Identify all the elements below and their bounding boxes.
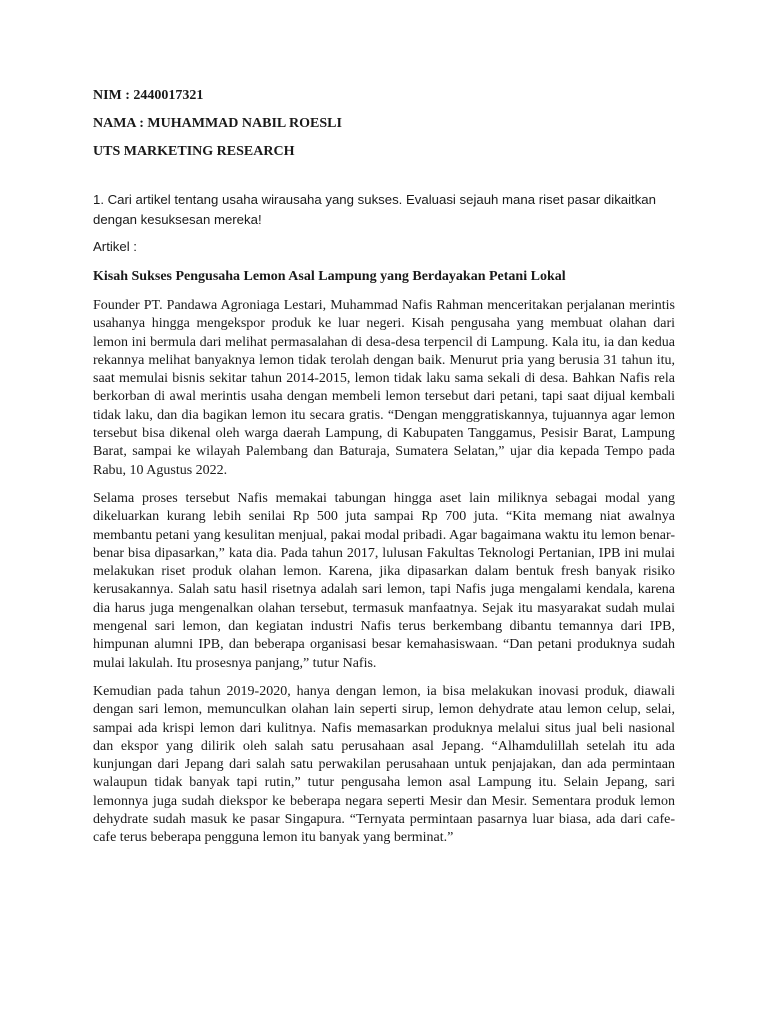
article-paragraph-3: Kemudian pada tahun 2019-2020, hanya dengan lemon, ia bisa melakukan inovasi produk, diawali dengan sari lemon, memunculkan olahan lain seperti sirup, lemon dehydrate atau lemon celup, selai, sampai ada krispi lemon dari kulitnya. Nafis memasarkan produknya melalui situs jual beli nasional dan ekspor yang dilirik oleh salah satu perusahaan asal Jepang. “Alhamdulillah setelah itu ada kunjungan dari Jepang dari salah satu perwakilan perusahaan untuk penjajakan, dan ada permintaan walaupun tidak banyak tapi rutin,” tutur pengusaha lemon asal Lampung itu. Selain Jepang, sari lemonnya juga sudah diekspor ke beberapa negara seperti Mesir dan Mesir. Sementara produk lemon dehydrate sudah masuk ke pasar Singapura. “Ternyata permintaan pasarnya luar biasa, ada dari cafe-cafe terus beberapa pengguna lemon itu banyak yang berminat.” <box>93 683 675 846</box>
document-page <box>93 86 675 858</box>
article-title: Kisah Sukses Pengusaha Lemon Asal Lampung yang Berdayakan Petani Lokal <box>93 269 566 284</box>
question-text: 1. Cari artikel tentang usaha wirausaha yang sukses. Evaluasi sejauh mana riset pasar dikaitkan dengan kesuksesan mereka! <box>93 192 656 227</box>
article-label: Artikel : <box>93 239 137 254</box>
student-id: NIM : 2440017321 <box>93 88 204 103</box>
course-title: UTS MARKETING RESEARCH <box>93 144 295 159</box>
article-paragraph-2: Selama proses tersebut Nafis memakai tabungan hingga aset lain miliknya sebagai modal yang dikeluarkan kurang lebih senilai Rp 500 juta sampai Rp 700 juta. “Kita memang niat awalnya membantu petani yang kesulitan menjual, pakai modal pribadi. Agar bagaimana waktu itu lemon benar-benar bisa dipasarkan,” kata dia. Pada tahun 2017, lulusan Fakultas Teknologi Pertanian, IPB ini mulai melakukan riset produk olahan lemon. Karena, jika dipasarkan dalam bentuk fresh banyak risiko kerusakannya. Salah satu hasil risetnya adalah sari lemon, tapi Nafis juga mengalami kendala, karena dia harus juga mengenalkan olahan tersebut, termasuk manfaatnya. Sejak itu masyarakat sudah mulai mengenal sari lemon, dan kegiatan industri Nafis terus berkembang dibantu temannya dari IPB, himpunan alumni IPB, dan beberapa organisasi besar kemahasiswaan. “Dan petani produknya sudah mulai lakulah. Itu prosesnya panjang,” tutur Nafis. <box>93 490 675 671</box>
student-name: NAMA : MUHAMMAD NABIL ROESLI <box>93 116 342 131</box>
article-paragraph-1: Founder PT. Pandawa Agroniaga Lestari, Muhammad Nafis Rahman menceritakan perjalanan merintis usahanya hingga mengekspor produk ke luar negeri. Kisah pengusaha yang membuat olahan dari lemon ini bermula dari melihat permasalahan di desa-desa terpencil di Lampung. Kala itu, ia dan kedua rekannya melihat banyaknya lemon tidak terolah dengan baik. Menurut pria yang berusia 31 tahun itu, saat memulai bisnis sekitar tahun 2014-2015, lemon tidak laku sama sekali di desa. Bahkan Nafis rela berkorban di awal merintis usaha dengan membeli lemon tersebut dari petani, tapi saat dijual kembali tidak laku, dan dia bagikan lemon itu secara gratis. “Dengan menggratiskannya, tujuannya agar lemon tersebut bisa dikenal oleh warga daerah Lampung, di Kabupaten Tanggamus, Pesisir Barat, Lampung Barat, sampai ke wilayah Palembang dan Baturaja, Sumatera Selatan,” ujar dia kepada Tempo pada Rabu, 10 Agustus 2022. <box>93 298 675 478</box>
